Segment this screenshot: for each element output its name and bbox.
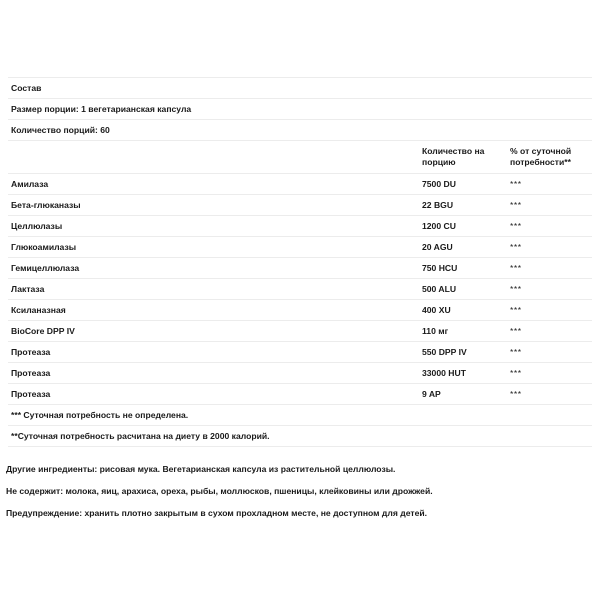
column-header-daily-value: % от суточной потребности**	[510, 146, 572, 167]
ingredient-daily-value: ***	[510, 305, 522, 315]
ingredient-daily-value: ***	[510, 284, 522, 294]
ingredient-amount: 110 мг	[422, 326, 449, 336]
ingredient-daily-value: ***	[510, 179, 522, 189]
ingredient-amount: 1200 CU	[422, 221, 456, 231]
table-row	[8, 300, 592, 321]
ingredient-amount: 7500 DU	[422, 179, 456, 189]
servings-per-container-row	[8, 120, 592, 141]
other-ingredients: Другие ингредиенты: рисовая мука. Вегетарианская капсула из растительной целлюлозы.	[6, 464, 396, 474]
supplement-facts-table	[8, 77, 592, 447]
ingredient-daily-value: ***	[510, 242, 522, 252]
footnote-text: *** Суточная потребность не определена.	[11, 410, 189, 420]
ingredient-name: Протеаза	[11, 368, 51, 378]
facts-title: Состав	[11, 83, 42, 93]
footnote-not-established	[8, 405, 592, 426]
ingredient-amount: 22 BGU	[422, 200, 454, 210]
footnote-daily-value-basis	[8, 426, 592, 447]
ingredient-daily-value: ***	[510, 221, 522, 231]
ingredient-daily-value: ***	[510, 326, 522, 336]
table-row	[8, 342, 592, 363]
table-row	[8, 258, 592, 279]
ingredient-name: Амилаза	[11, 179, 49, 189]
ingredient-name: Глюкоамилазы	[11, 242, 77, 252]
table-header-row	[8, 141, 592, 174]
table-row	[8, 174, 592, 195]
ingredient-name: Гемицеллюлаза	[11, 263, 80, 273]
table-row	[8, 363, 592, 384]
table-row	[8, 384, 592, 405]
table-row	[8, 195, 592, 216]
ingredient-daily-value: ***	[510, 263, 522, 273]
ingredient-amount: 750 HCU	[422, 263, 458, 273]
serving-size: Размер порции: 1 вегетарианская капсула	[11, 104, 192, 114]
table-row	[8, 279, 592, 300]
facts-title-row	[8, 78, 592, 99]
ingredient-amount: 9 AP	[422, 389, 441, 399]
ingredient-daily-value: ***	[510, 347, 522, 357]
ingredient-amount: 33000 HUT	[422, 368, 466, 378]
ingredient-name: Лактаза	[11, 284, 45, 294]
table-row	[8, 216, 592, 237]
table-row	[8, 237, 592, 258]
servings-per-container: Количество порций: 60	[11, 125, 110, 135]
ingredient-daily-value: ***	[510, 389, 522, 399]
ingredient-amount: 20 AGU	[422, 242, 453, 252]
footnote-text: **Суточная потребность расчитана на диету в 2000 калорий.	[11, 431, 270, 441]
ingredient-daily-value: ***	[510, 200, 522, 210]
storage-warning: Предупреждение: хранить плотно закрытым в сухом прохладном месте, не доступном для детей.	[6, 508, 428, 518]
serving-size-row	[8, 99, 592, 120]
ingredient-name: Ксиланазная	[11, 305, 66, 315]
ingredient-amount: 500 ALU	[422, 284, 457, 294]
ingredient-name: BioCore DPP IV	[11, 326, 75, 336]
ingredient-amount: 400 XU	[422, 305, 451, 315]
ingredient-name: Протеаза	[11, 347, 51, 357]
ingredient-daily-value: ***	[510, 368, 522, 378]
ingredient-name: Целлюлазы	[11, 221, 63, 231]
product-notes	[6, 462, 596, 528]
column-header-amount: Количество на порцию	[422, 146, 485, 167]
ingredient-name: Бета-глюканазы	[11, 200, 81, 210]
allergen-free-statement: Не содержит: молока, яиц, арахиса, ореха, рыбы, моллюсков, пшеницы, клейковины или дрожжей.	[6, 486, 433, 496]
table-row	[8, 321, 592, 342]
ingredient-name: Протеаза	[11, 389, 51, 399]
ingredient-amount: 550 DPP IV	[422, 347, 467, 357]
